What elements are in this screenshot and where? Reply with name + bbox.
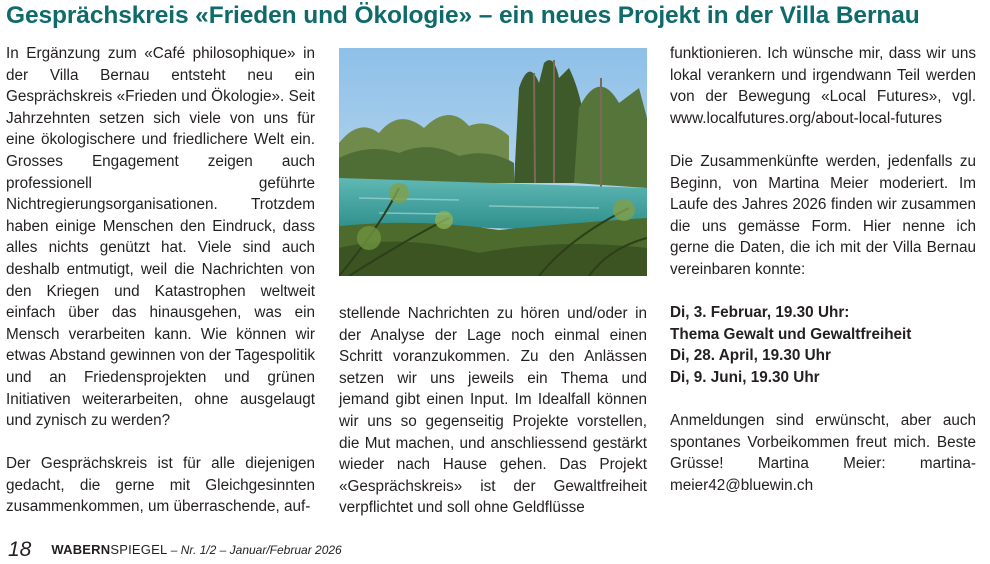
schedule-intro-paragraph: Die Zusammenkünfte werden, jedenfalls zu Beginn, von Martina Meier moderiert. Im Laufe des Jahres 2026 finden wir zusammen die uns gemässe Form. Hier nenne ich gerne die Daten, die ich mit der Villa Bernau vereinbaren konnte: [670,152,976,278]
date-line-1: Di, 3. Februar, 19.30 Uhr: [670,304,850,322]
publication-name-regular: SPIEGEL [110,542,168,557]
article-column-2 [339,303,647,519]
page-number: 18 [8,538,32,561]
article-title: Gesprächskreis «Frieden und Ökologie» – ein neues Projekt in der Villa Bernau [6,2,920,29]
date-topic-line: Thema Gewalt und Gewaltfreiheit [670,325,912,343]
issue-info: – Nr. 1/2 – Januar/Februar 2026 [167,543,342,557]
continuation-paragraph: stellende Nachrichten zu hören und/oder in der Analyse der Lage noch einmal einen Schritt voranzukommen. Zu den Anlässen setzen wir uns jeweils ein Thema und jemand gibt einen Input. Im Idealfall können wir uns so gegenseitig Projekte vorstellen, die Mut machen, und anschliessend gestärkt wieder nach Hause gehen. Das Projekt «Gesprächskreis» ist der Gewaltfreiheit verpflichtet und soll ohne Geldflüsse [339,305,647,517]
article-column-1 [6,43,315,518]
river-landscape-photo [339,48,647,276]
article-column-3 [670,43,976,496]
intro-paragraph: In Ergänzung zum «Café philosophique» in der Villa Bernau entsteht neu ein Gesprächskreis «Frieden und Ökologie». Seit Jahrzehnten setzen sich viele von uns für eine ökologischere und friedlichere Welt ein. Grosses Engagement zeigen auch professionell geführte Nichtregierungsorganisationen. Trotzdem haben einige Menschen den Eindruck, dass alles nichts genützt hat. Viele sind auch deshalb entmutigt, weil die Nachrichten von den Kriegen und Katastrophen weltweit einfach über das hinausgehen, was ein Mensch verarbeiten kann. Wie können wir etwas Abstand gewinnen von der Tagespolitik und an Friedensprojekten und grünen Initiativen weiterarbeiten, ohne ausgelaugt und zynisch zu werden? [6,45,315,430]
local-futures-text: funktionieren. Ich wünsche mir, dass wir uns lokal verankern und irgendwann Teil werden von der Bewegung «Local Futures», vgl. [670,45,976,106]
date-line-2: Di, 28. April, 19.30 Uhr [670,347,831,365]
local-futures-paragraph [670,43,976,129]
audience-paragraph: Der Gesprächskreis ist für alle diejenigen gedacht, die gerne mit Gleichgesinnten zusammenkommen, um überraschende, auf- [6,455,315,516]
registration-paragraph: Anmeldungen sind erwünscht, aber auch spontanes Vorbeikommen freut mich. Beste Grüsse! Martina Meier: martina-meier42@bluewin.ch [670,412,976,494]
publication-name-bold: WABERN [51,542,111,557]
date-line-3: Di, 9. Juni, 19.30 Uhr [670,368,820,386]
page-footer [8,538,342,560]
local-futures-link[interactable]: www.localfutures.org/about-local-futures [670,109,943,127]
